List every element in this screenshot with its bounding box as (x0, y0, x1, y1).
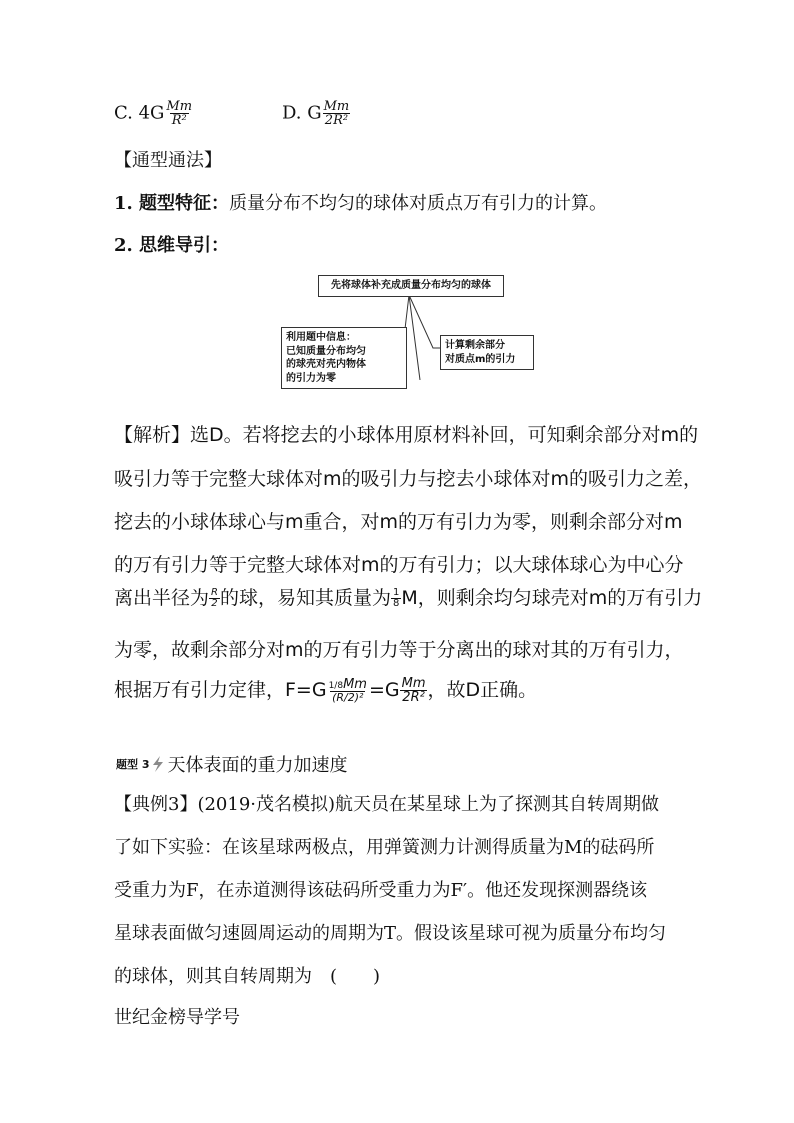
one-eighth-num: 1 (392, 587, 400, 598)
formula-numerator-1 (327, 678, 369, 691)
feature-label: 1. 题型特征： (114, 193, 230, 214)
diagram-left-line-1: 利用题中信息： (286, 332, 356, 343)
method-heading: 【通型通法】 (114, 150, 222, 171)
option-c (114, 100, 194, 127)
formula-fraction-2 (400, 677, 428, 704)
formula-prefix: 根据万有引力定律，F=G (114, 679, 327, 701)
analysis-line-5 (114, 583, 702, 610)
analysis-line-1: 【解析】选D。若将挖去的小球体用原材料补回，可知剩余部分对m的 (114, 424, 699, 446)
r-over-2-num: R (211, 587, 218, 598)
example-line-1: 【典例3】(2019·茂名模拟)航天员在某星球上为了探测其自转周期做 (114, 794, 660, 815)
one-eighth-den: 8 (392, 598, 400, 609)
diagram-right-line-2: 对质点m的引力 (445, 353, 516, 365)
analysis-line-5-a: 离出半径为 (114, 587, 210, 609)
option-d (282, 100, 351, 127)
example-footer: 世纪金榜导学号 (114, 1007, 240, 1028)
diagram-left-line-2: 已知质量分布均匀 (286, 345, 366, 357)
example-line-5: 的球体，则其自转周期为 ( ) (114, 966, 381, 987)
option-d-denominator: 2R² (324, 113, 349, 128)
one-eighth-fraction (391, 588, 401, 609)
feature-line (114, 189, 607, 215)
option-d-numerator: Mm (323, 99, 350, 114)
diagram-top-box: 先将球体补充成质量分布均匀的球体 (318, 275, 504, 297)
r-over-2-fraction (209, 588, 220, 609)
analysis-line-7 (114, 675, 537, 704)
option-c-denominator: R² (171, 113, 187, 128)
diagram-left-box (281, 327, 407, 389)
formula-denominator-1: (R/2)² (332, 691, 364, 704)
formula-denominator-2: 2R² (402, 690, 425, 705)
formula-tail: ，故D正确。 (427, 679, 538, 701)
diagram-left-line-3: 的球壳对壳内物体 (286, 359, 366, 370)
analysis-line-3: 挖去的小球体球心与m重合，对m的万有引力为零，则剩余部分对m (114, 511, 683, 533)
formula-one-eighth: 1/8 (328, 681, 344, 691)
formula-fraction-1 (327, 678, 369, 703)
formula-numerator-2: Mm (401, 676, 426, 691)
diagram-connector-right (409, 295, 440, 348)
analysis-line-6: 为零，故剩余部分对m的万有引力等于分离出的球对其的万有引力， (114, 639, 684, 661)
option-c-numerator: Mm (166, 99, 193, 114)
type3-badge: 题型 3 (116, 758, 150, 771)
formula-equals: =G (368, 679, 400, 701)
option-d-label: D. G (282, 102, 322, 124)
analysis-line-5-b: 的球，易知其质量为 (219, 587, 391, 609)
option-c-fraction (164, 100, 194, 127)
example-line-4: 星球表面做匀速圆周运动的周期为T。假设该星球可视为质量分布均匀 (114, 923, 667, 944)
option-d-fraction (322, 100, 352, 127)
example-line-3: 受重力为F，在赤道测得该砝码所受重力为F′。他还发现探测器绕该 (114, 880, 648, 901)
lightning-icon (151, 755, 165, 773)
r-over-2-den: 2 (211, 598, 218, 609)
diagram-right-line-1: 计算剩余部分 (445, 340, 505, 351)
option-c-label: C. 4G (114, 102, 165, 124)
guide-label: 2. 思维导引： (114, 235, 230, 256)
type3-title: 天体表面的重力加速度 (167, 755, 348, 776)
analysis-line-5-c: M，则剩余均匀球壳对m的万有引力 (401, 587, 703, 609)
example-line-2: 了如下实验：在该星球两极点，用弹簧测力计测得质量为M的砝码所 (114, 837, 655, 858)
analysis-line-4: 的万有引力等于完整大球体对m的万有引力；以大球体球心为中心分 (114, 554, 684, 576)
diagram-left-line-4: 的引力为零 (286, 372, 336, 384)
analysis-line-2: 吸引力等于完整大球体对m的吸引力与挖去小球体对m的吸引力之差， (114, 468, 703, 490)
diagram-right-box (440, 335, 534, 370)
type3-heading (116, 751, 347, 777)
formula-mm-1: Mm (343, 677, 367, 692)
feature-text: 质量分布不均匀的球体对质点万有引力的计算。 (229, 193, 608, 214)
